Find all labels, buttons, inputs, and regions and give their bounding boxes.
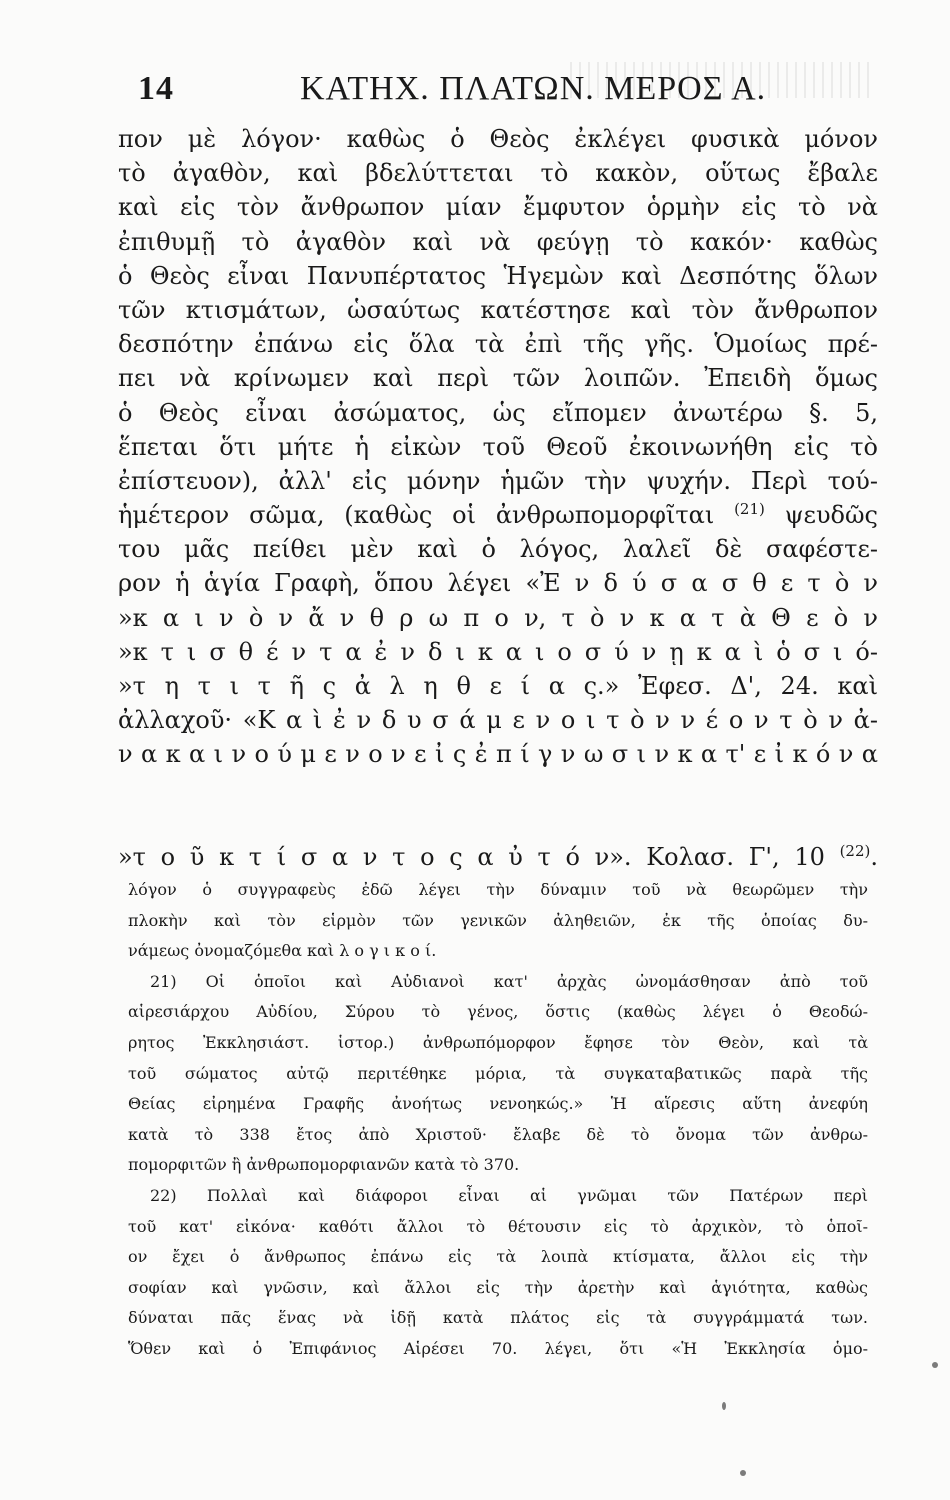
footnote-21-line: 21) Οἱ ὁποῖοι καὶ Αὐδιανοὶ κατ' ἀρχὰς ὠνομάσθησαν ἀπὸ τοῦ xyxy=(150,971,868,991)
text-line: ὁ Θεὸς εἶναι ἀσώματος, ὡς εἴπομεν ἀνωτέρω §. 5, xyxy=(118,398,878,427)
footnote-line: νάμεως ὀνομαζόμεθα καὶ λ ο γ ι κ ο ί. xyxy=(128,941,437,961)
running-title: ΚΑΤΗΧ. ΠΛΑΤΩΝ. ΜΕΡΟΣ Α. xyxy=(300,70,767,107)
text-line: ν α κ α ι ν ο ύ μ ε ν ο ν ε ἰ ς ἐ π ί γ ν ω σ ι ν κ α τ' ε ἰ κ ό ν α xyxy=(118,740,878,769)
text-line: τὸ ἀγαθὸν, καὶ βδελύττεται τὸ κακὸν, οὕτως ἔβαλε xyxy=(118,159,878,188)
footnotes xyxy=(128,875,868,1365)
print-speck xyxy=(740,1470,746,1476)
text-line: ρον ἡ ἁγία Γραφὴ, ὅπου λέγει «Ἐ ν δ ύ σ α σ θ ε τ ὸ ν xyxy=(118,569,878,598)
footnote-line: λόγον ὁ συγγραφεὺς ἐδῶ λέγει τὴν δύναμιν τοῦ νὰ θεωρῶμεν τὴν xyxy=(128,880,868,899)
footnote-line: ον ἔχει ὁ ἄνθρωπος ἐπάνω εἰς τὰ λοιπὰ κτίσματα, ἄλλοι εἰς τὴν xyxy=(128,1247,868,1267)
footnote-line: τοῦ σώματος αὐτῷ περιτέθηκε μόρια, τὰ συγκαταβατικῶς παρὰ τῆς xyxy=(128,1063,868,1083)
text-line: ἕπεται ὅτι μήτε ἡ εἰκὼν τοῦ Θεοῦ ἐκοινωνήθη εἰς τὸ xyxy=(118,432,878,461)
text-line: του μᾶς πείθει μὲν καὶ ὁ λόγος, λαλεῖ δὲ σαφέστε- xyxy=(118,535,878,564)
text-segment: ἡμέτερον σῶμα, (καθὼς οἱ ἀνθρωπομορφῖται xyxy=(118,501,735,530)
text-line: ἀλλαχοῦ· «Κ α ὶ ἐ ν δ υ σ ά μ ε ν ο ι τ ὸ ν ν έ ο ν τ ὸ ν ἀ- xyxy=(118,706,878,735)
footnote-22-line: 22) Πολλαὶ καὶ διάφοροι εἶναι αἱ γνῶμαι τῶν Πατέρων περὶ xyxy=(150,1185,868,1205)
text-segment: »τ ο ῦ κ τ ί σ α ν τ ο ς α ὐ τ ό ν». Κολασ. Γ', 10 xyxy=(118,842,840,871)
text-line: πει νὰ κρίνωμεν καὶ περὶ τῶν λοιπῶν. Ἐπειδὴ ὅμως xyxy=(118,364,878,393)
main-text xyxy=(118,122,878,874)
footnote-line: ρητος Ἐκκλησιάστ. ἱστορ.) ἀνθρωπόμορφον ἔφησε τὸν Θεὸν, καὶ τὰ xyxy=(128,1032,868,1052)
text-segment: . xyxy=(870,842,878,871)
text-line: δεσπότην ἐπάνω εἰς ὅλα τὰ ἐπὶ τῆς γῆς. Ὁμοίως πρέ- xyxy=(118,330,878,359)
text-line: τῶν κτισμάτων, ὡσαύτως κατέστησε καὶ τὸν ἄνθρωπον xyxy=(118,295,878,324)
text-line: ὁ Θεὸς εἶναι Πανυπέρτατος Ἡγεμὼν καὶ Δεσπότης ὅλων xyxy=(118,261,878,290)
text-line-with-footnote-ref xyxy=(118,840,878,874)
footnote-line: Θείας εἰρημένα Γραφῆς ἀνοήτως νενοηκώς.» Ἡ αἵρεσις αὕτη ἀνεφύη xyxy=(128,1094,868,1114)
print-speck xyxy=(722,1402,726,1410)
text-line xyxy=(118,772,878,806)
page-number: 14 xyxy=(138,70,174,107)
text-line xyxy=(118,806,878,840)
text-line: καὶ εἰς τὸν ἄνθρωπον μίαν ἔμφυτον ὁρμὴν εἰς τὸ νὰ xyxy=(118,193,878,222)
text-line: ἐπίστευον), ἀλλ' εἰς μόνην ἡμῶν τὴν ψυχήν. Περὶ τού- xyxy=(118,466,878,495)
footnote-ref-22: (22) xyxy=(839,841,871,860)
footnote-line: σοφίαν καὶ γνῶσιν, καὶ ἄλλοι εἰς τὴν ἀρετὴν καὶ ἁγιότητα, καθὼς xyxy=(128,1277,868,1297)
footnote-line: πλοκὴν καὶ τὸν εἱρμὸν τῶν γενικῶν ἀληθειῶν, ἐκ τῆς ὁποίας δυ- xyxy=(128,910,868,930)
text-line-with-footnote-ref xyxy=(118,498,878,532)
text-segment: ψευδῶς xyxy=(764,501,878,530)
text-line: »τ η τ ι τ ῆ ς ἀ λ η θ ε ί α ς.» Ἐφεσ. Δ', 24. καὶ xyxy=(118,672,878,700)
footnote-line: πομορφιτῶν ἢ ἀνθρωπομορφιανῶν κατὰ τὸ 370. xyxy=(128,1155,520,1175)
text-line: »κ τ ι σ θ έ ν τ α ἐ ν δ ι κ α ι ο σ ύ ν ῃ κ α ὶ ὁ σ ι ό- xyxy=(118,637,878,666)
footnote-line: δύναται πᾶς ἕνας νὰ ἰδῇ κατὰ πλάτος εἰς τὰ συγγράμματά των. xyxy=(128,1308,868,1328)
footnote-line: τοῦ κατ' εἰκόνα· καθότι ἄλλοι τὸ θέτουσιν εἰς τὸ ἀρχικὸν, τὸ ὁποῖ- xyxy=(128,1216,868,1236)
page-header xyxy=(138,70,878,116)
print-speck xyxy=(932,1362,938,1368)
text-line: πον μὲ λόγον· καθὼς ὁ Θεὸς ἐκλέγει φυσικὰ μόνον xyxy=(118,125,878,153)
footnote-line: αἱρεσιάρχου Αὐδίου, Σύρου τὸ γένος, ὅστις (καθὼς λέγει ὁ Θεοδώ- xyxy=(128,1002,868,1022)
text-line: »κ α ι ν ὸ ν ἄ ν θ ρ ω π ο ν, τ ὸ ν κ α τ ὰ Θ ε ὸ ν xyxy=(118,603,878,632)
footnote-ref-21: (21) xyxy=(734,500,765,519)
text-line: ἐπιθυμῇ τὸ ἀγαθὸν καὶ νὰ φεύγῃ τὸ κακόν· καθὼς xyxy=(118,227,878,256)
footnote-line: Ὅθεν καὶ ὁ Ἐπιφάνιος Αἱρέσει 70. λέγει, ὅτι «Ἡ Ἐκκλησία ὁμο- xyxy=(128,1338,868,1358)
footnote-line: κατὰ τὸ 338 ἔτος ἀπὸ Χριστοῦ· ἔλαβε δὲ τὸ ὄνομα τῶν ἀνθρω- xyxy=(128,1124,868,1144)
